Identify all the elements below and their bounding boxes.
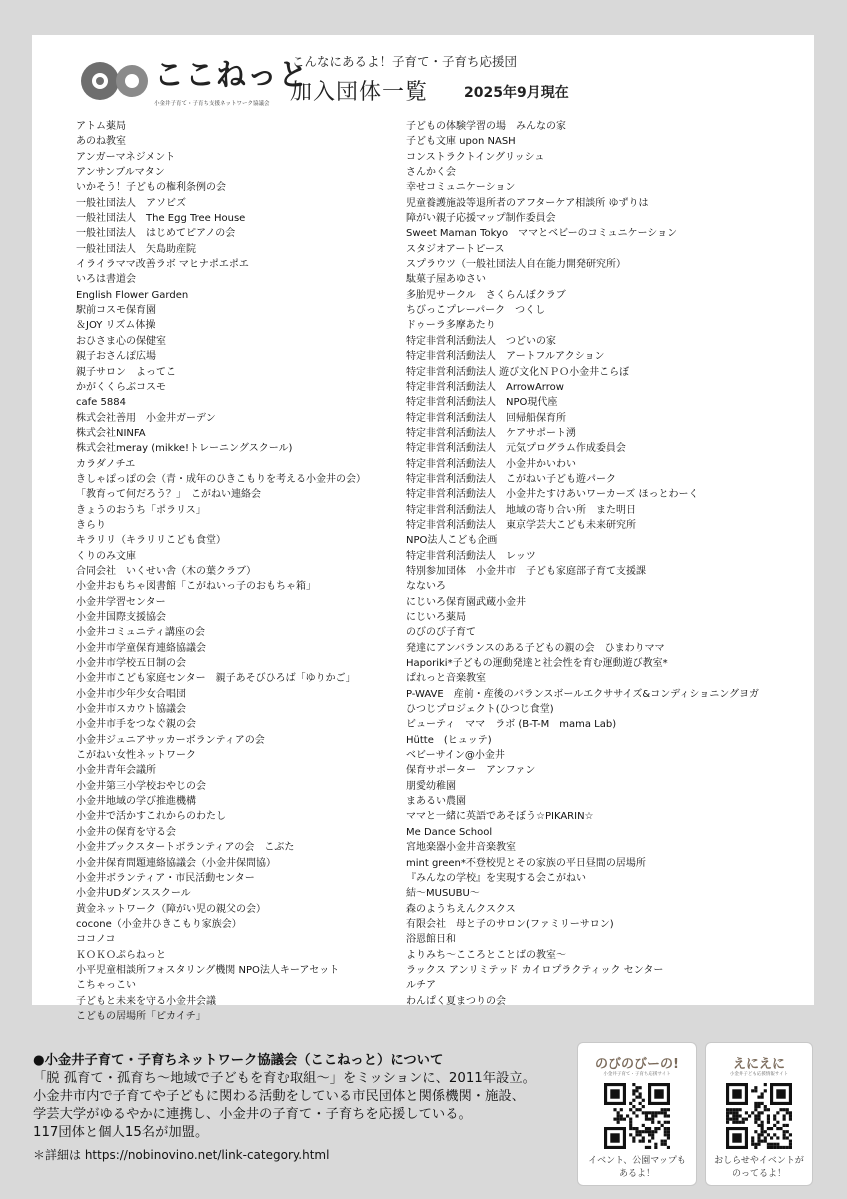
enieni-caption (706, 1155, 812, 1181)
member-org-item: 一般社団法人 The Egg Tree House (76, 213, 246, 225)
member-org-item: わんぱく夏まつりの会 (406, 995, 506, 1007)
member-org-item: 親子おさんぽ広場 (76, 351, 156, 363)
member-org-item: 黄金ネットワーク（障がい児の親父の会） (76, 903, 266, 915)
caption-line: のってるよ！ (732, 1169, 786, 1179)
member-org-item: ぱれっと音楽教室 (406, 673, 486, 685)
member-org-item: Me Dance School (406, 826, 493, 838)
member-org-item: 「教育って何だろう？」 こがねい連絡会 (76, 489, 261, 501)
member-org-item: cafe 5884 (76, 397, 126, 409)
member-org-item: 小金井ボランティア・市民活動センター (76, 872, 255, 884)
member-org-item: 親子サロン よってこ (76, 366, 176, 378)
nobinobi-logo: のびのびーの! (595, 1057, 679, 1072)
member-org-item: くりのみ文庫 (76, 550, 136, 562)
member-org-item: 特定非営利活動法人 こがねい子ども遊パーク (406, 473, 616, 485)
member-org-item: きしゃぽっぽの会（青・成年のひきこもりを考える小金井の会） (76, 473, 366, 485)
member-org-item: 浴恩館日和 (406, 934, 456, 946)
member-org-item: 小金井市こども家庭センター 親子あそびひろば「ゆりかご」 (76, 673, 356, 685)
member-org-item: 発達にアンバランスのある子どもの親の会 ひまわりママ (406, 642, 665, 654)
page-title: 加入団体一覧 (290, 80, 429, 105)
member-org-item: ドゥーラ多摩あたり (406, 320, 496, 332)
about-line: 「脱 孤育て・孤育ち～地域で子どもを育む取組～」をミッションに、2011年設立。 (33, 1071, 536, 1086)
member-org-item: あのね教室 (76, 136, 126, 148)
caption-line: おしらせやイベントが (714, 1156, 804, 1166)
caption-line: あるよ！ (618, 1169, 655, 1179)
member-org-item: 有限会社 母と子のサロン(ファミリーサロン) (406, 918, 614, 930)
member-org-item: 特定非営利活動法人 小金井かいわい (406, 458, 576, 470)
member-org-item: こどもの居場所「ピカイチ」 (76, 1010, 206, 1022)
member-org-item: P-WAVE 産前・産後のバランスボールエクササイズ&コンディショニングヨガ (406, 688, 760, 700)
member-org-item: まあるい農園 (406, 796, 466, 808)
member-org-item: カラダノチエ (76, 458, 136, 470)
about-title: ●小金井子育て・子育ちネットワーク協議会（ここねっと）について (33, 1053, 444, 1068)
member-org-item: よりみち～こころとことばの教室～ (406, 949, 566, 961)
nobinobi-caption (578, 1155, 696, 1181)
member-org-item: Sweet Maman Tokyo ママとベビーのコミュニケーション (406, 228, 678, 240)
member-org-item: 特定非営利活動法人 小金井たすけあいワーカーズ ほっとわーく (406, 489, 699, 501)
member-org-item: 特定非営利活動法人 東京学芸大こども未来研究所 (406, 519, 636, 531)
nobinobi-subtitle: 小金井子育て・子育ち応援サイト (603, 1072, 671, 1077)
member-org-item: アンサンブルマタン (76, 167, 165, 179)
member-org-item: 小金井学習センター (76, 596, 166, 608)
member-org-item: 結～MUSUBU～ (406, 888, 480, 900)
member-org-item: おひさま心の保健室 (76, 335, 166, 347)
enieni-qr-card[interactable] (706, 1043, 812, 1185)
about-section (33, 1052, 563, 1164)
member-org-item: 特定非営利活動法人 地域の寄り合い所 また明日 (406, 504, 636, 516)
member-org-item: アトム薬局 (76, 121, 126, 132)
member-org-item: きらり (76, 519, 106, 531)
member-org-item: 小平児童相談所フォスタリング機関 NPO法人キーアセット (76, 964, 340, 976)
logo-text: ここねっと (154, 58, 309, 93)
member-org-item: 小金井保育問題連絡協議会（小金井保問協） (76, 857, 276, 869)
member-org-item: 小金井市学童保育連絡協議会 (76, 642, 206, 654)
member-org-item: 小金井UDダンススクール (76, 888, 191, 900)
member-org-item: 子ども文庫 upon NASH (406, 136, 516, 148)
member-list-left (76, 119, 406, 1024)
qr-code-icon[interactable] (726, 1083, 792, 1149)
member-org-item: 一般社団法人 はじめてピアノの会 (76, 228, 236, 240)
about-line: 学芸大学がゆるやかに連携し、小金井の子育て・子育ちを応援している。 (33, 1107, 472, 1122)
member-org-item: ＫＯＫＯぷらねっと (76, 949, 166, 961)
member-org-item: 子どもの体験学習の場 みんなの家 (406, 121, 566, 132)
member-org-item: 特定非営利活動法人 遊び文化ＮＰＯ小金井こらぼ (406, 366, 630, 378)
member-org-item: こちゃっこい (76, 980, 136, 992)
member-list-right (406, 119, 806, 1009)
qr-code-icon[interactable] (604, 1083, 670, 1149)
flyer-sheet (32, 35, 814, 1022)
member-org-item: 小金井ブックスタートボランティアの会 こぶた (76, 842, 295, 854)
member-org-item: 『みんなの学校』を実現する会こがねい (406, 872, 586, 884)
member-org-item: ラックス アンリミテッド カイロプラクティック センター (406, 964, 664, 976)
member-org-item: 特定非営利活動法人 アートフルアクション (406, 351, 605, 363)
member-org-item: 小金井コミュニティ講座の会 (76, 627, 205, 639)
about-line: 117団体と個人15名が加盟。 (33, 1125, 209, 1140)
member-org-item: 小金井市学校五日制の会 (76, 658, 186, 670)
member-org-item: mint green*不登校児とその家族の平日昼間の居場所 (406, 857, 646, 869)
member-org-item: 多胎児サークル さくらんぼクラブ (406, 289, 566, 301)
member-org-item: 合同会社 いくせい舎（木の葉クラブ） (76, 565, 257, 577)
member-org-item: ベビーサイン@小金井 (406, 750, 505, 762)
enieni-subtitle: 小金井子ども応援情報サイト (729, 1072, 789, 1077)
member-org-item: 小金井青年会議所 (76, 765, 156, 777)
member-org-item: コンストラクトイングリッシュ (406, 151, 545, 163)
caption-line: イベント、公園マップも (588, 1156, 686, 1166)
member-org-item: 小金井地域の学び推進機構 (76, 796, 196, 808)
tagline: こんなにあるよ！子育て・子育ち応援団 (292, 54, 518, 69)
member-org-item: ルチア (406, 980, 436, 992)
member-org-item: 保育サポーター アンファン (406, 765, 536, 777)
member-org-item: ＆JOY リズム体操 (76, 320, 156, 332)
member-org-item: きょうのおうち「ポラリス」 (76, 504, 206, 516)
member-org-item: 株式会社善用 小金井ガーデン (76, 412, 216, 424)
member-org-item: 小金井第三小学校おやじの会 (76, 780, 206, 792)
member-org-item: ママと一緒に英語であそぼう☆PIKARIN☆ (406, 811, 594, 823)
member-org-item: 小金井おもちゃ図書館「こがねいっ子のおもちゃ箱」 (76, 581, 316, 593)
member-org-item: にじいろ薬局 (406, 612, 466, 623)
member-org-item: 幸せコミュニケーション (406, 182, 516, 194)
nobinobi-qr-card[interactable] (578, 1043, 696, 1185)
member-org-item: 小金井市手をつなぐ親の会 (76, 719, 196, 731)
member-org-item: Haporiki*子どもの運動発達と社会性を育む運動遊び教室* (406, 658, 668, 670)
member-org-item: 子どもと未来を守る小金井会議 (76, 995, 216, 1007)
date-label: 2025年9月現在 (464, 85, 569, 101)
member-org-item: NPO法人こども企画 (406, 535, 498, 547)
member-org-item: Hütte (ヒュッテ) (406, 734, 492, 746)
member-org-item: 森のようちえんクスクス (406, 903, 516, 915)
member-org-item: いろは書道会 (76, 274, 136, 286)
member-org-item: 特別参加団体 小金井市 子ども家庭部子育て支援課 (406, 565, 646, 577)
member-org-item: のびのび子育て (406, 627, 476, 639)
member-org-item: cocone（小金井ひきこもり家族会） (76, 918, 242, 930)
member-org-item: キラリリ（キラリリこども食堂） (76, 535, 226, 547)
member-org-item: スプラウツ（一般社団法人自在能力開発研究所） (406, 259, 626, 271)
member-org-item: 小金井ジュニアサッカーボランティアの会 (76, 734, 265, 746)
member-org-item: 小金井市スカウト協議会 (76, 704, 186, 716)
member-org-item: いかそう！子どもの権利条例の会 (76, 182, 226, 194)
member-org-item: 朋愛幼稚園 (406, 780, 456, 792)
member-org-item: なないろ (406, 581, 446, 593)
member-org-item: 小金井で活かすこれからのわたし (76, 811, 226, 823)
member-org-item: 一般社団法人 矢島助産院 (76, 243, 196, 255)
member-org-item: アンガーマネジメント (76, 151, 176, 163)
member-org-item: 特定非営利活動法人 つどいの家 (406, 335, 556, 347)
about-line: 小金井市内で子育てや子どもに関わる活動をしている市民団体と関係機関・施設、 (33, 1089, 525, 1104)
member-org-item: 特定非営利活動法人 ケアサポート湧 (406, 427, 576, 439)
member-org-item: ビューティ ママ ラボ (B-T-M mama Lab) (406, 719, 617, 731)
enieni-logo: えにえに (732, 1057, 785, 1072)
member-org-item: 児童養護施設等退所者のアフターケア相談所 ゆずりは (406, 197, 649, 209)
member-org-item: 特定非営利活動法人 レッツ (406, 550, 536, 562)
cokonet-logo-icon (80, 59, 154, 103)
member-org-item: ちびっこプレーパーク つくし (406, 305, 546, 317)
member-org-item: 駅前コスモ保育園 (76, 305, 156, 317)
member-org-item: 株式会社meray (mikke!トレーニングスクール) (76, 443, 293, 455)
member-org-item: 小金井の保育を守る会 (76, 826, 176, 838)
member-org-item: 特定非営利活動法人 元気プログラム作成委員会 (406, 443, 626, 455)
member-org-item: 特定非営利活動法人 NPO現代座 (406, 397, 558, 409)
member-org-item: 小金井市少年少女合唱団 (76, 688, 186, 700)
member-org-item: 一般社団法人 アソビズ (76, 197, 186, 209)
member-org-item: にじいろ保育園武蔵小金井 (406, 596, 526, 608)
member-org-item: 小金井国際支援協会 (76, 612, 166, 623)
member-org-item: スタジオアートピース (406, 243, 505, 255)
member-org-item: さんかく会 (406, 167, 456, 179)
member-org-item: 宮地楽器小金井音楽教室 (406, 842, 516, 854)
member-org-item: 特定非営利活動法人 回帰船保育所 (406, 412, 566, 424)
member-org-item: English Flower Garden (76, 289, 189, 301)
member-org-item: イライラママ改善ラボ マヒナポエポエ (76, 259, 249, 271)
member-org-item: 駄菓子屋あゆさい (406, 274, 486, 286)
logo-subtitle: 小金井子育て・子育ち支援ネットワーク協議会 (154, 101, 270, 107)
member-org-item: 株式会社NINFA (76, 427, 146, 439)
member-org-item: かがくくらぶコスモ (76, 381, 166, 393)
detail-link[interactable]: ＊詳細は https://nobinovino.net/link-category.html (33, 1148, 330, 1162)
member-org-item: ひつじプロジェクト(ひつじ食堂) (406, 704, 554, 716)
member-org-item: ココノコ (76, 934, 116, 946)
member-org-item: こがねい女性ネットワーク (76, 750, 196, 762)
member-org-item: 障がい親子応援マップ制作委員会 (406, 213, 556, 225)
member-org-item: 特定非営利活動法人 ArrowArrow (406, 381, 564, 393)
